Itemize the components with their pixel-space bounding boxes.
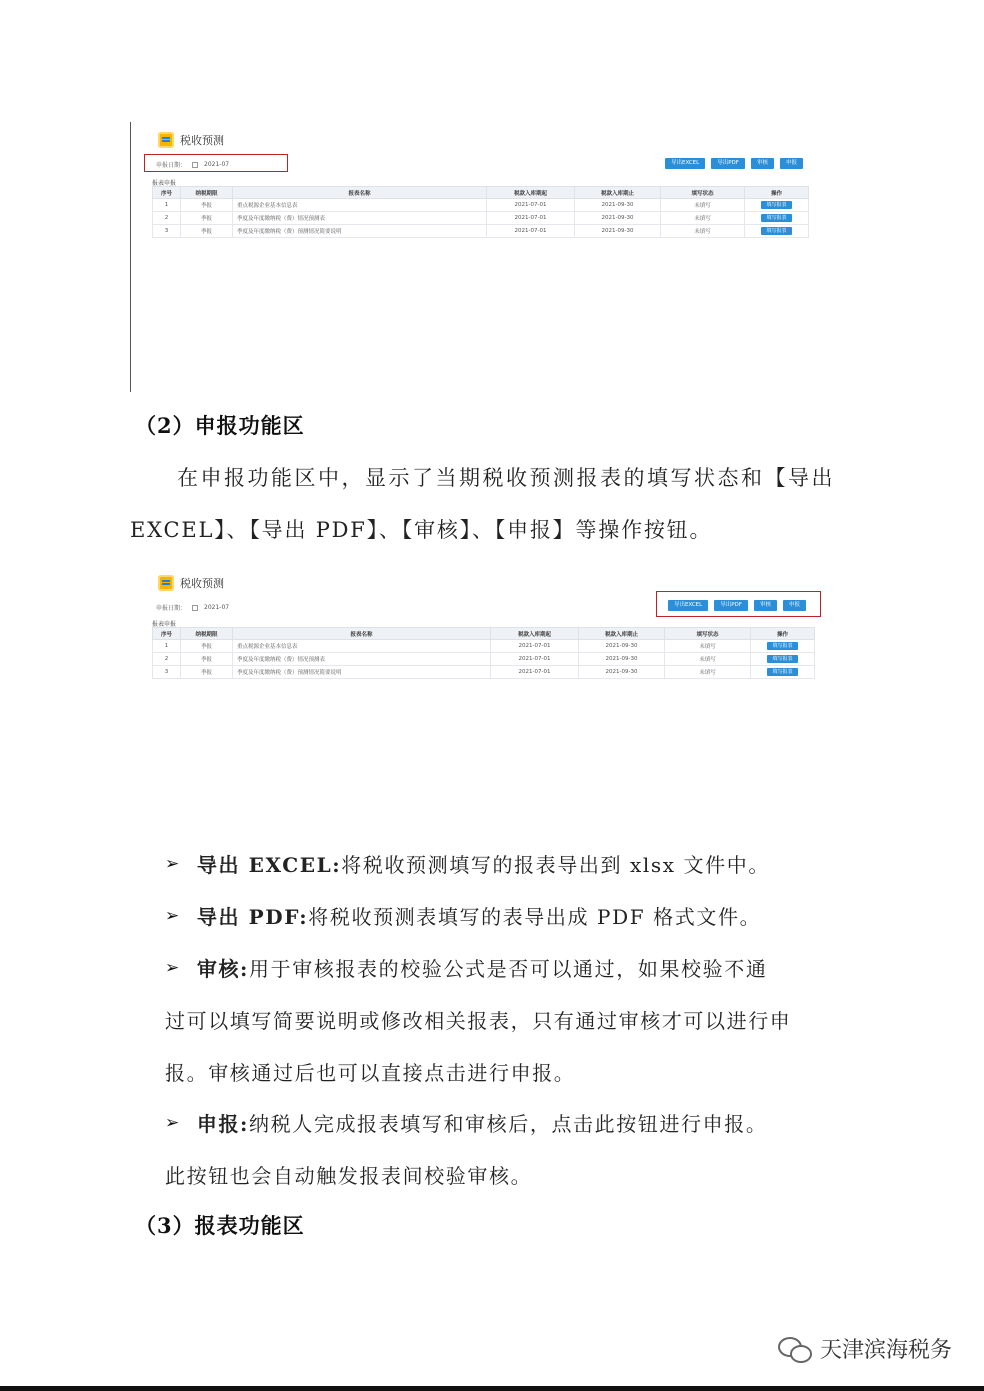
- row-end: 2021-09-30: [579, 653, 665, 666]
- report-table: [152, 627, 815, 679]
- period-filter: [156, 603, 229, 612]
- fill-report-button[interactable]: 填写报表: [761, 201, 791, 209]
- fill-report-button[interactable]: 填写报表: [767, 642, 797, 650]
- bullet-arrow-icon: ➢: [165, 905, 181, 926]
- calendar-icon[interactable]: [192, 162, 198, 168]
- row-no: 2: [153, 653, 181, 666]
- row-report-name: 季度及年度缴纳税（费）预测情况简要说明: [233, 225, 487, 238]
- col-header: 操作: [745, 187, 809, 199]
- bullet-term: 审核:: [196, 957, 250, 981]
- row-action-cell: [751, 666, 815, 679]
- row-no: 3: [153, 225, 181, 238]
- bullet-text: 纳税人完成报表填写和审核后，点击此按钮进行申报。: [249, 1112, 768, 1136]
- table-row: [153, 225, 809, 238]
- app-title: 税收预测: [180, 134, 224, 147]
- bullet-text: 用于审核报表的校验公式是否可以通过，如果校验不通: [249, 957, 768, 981]
- row-period: 季报: [181, 666, 233, 679]
- heading-declare-area: （2）申报功能区: [135, 413, 305, 438]
- row-report-name: 季度及年度缴纳税（费）预测情况简要说明: [233, 666, 491, 679]
- page-bottom-bar: [0, 1386, 984, 1391]
- export-excel-button[interactable]: 导出EXCEL: [668, 600, 708, 611]
- row-end: 2021-09-30: [575, 212, 661, 225]
- report-table: [152, 186, 809, 238]
- screenshot-2: [130, 565, 830, 827]
- row-end: 2021-09-30: [575, 199, 661, 212]
- period-value[interactable]: 2021-07: [204, 161, 230, 168]
- action-toolbar: [665, 158, 803, 169]
- table-row: [153, 653, 815, 666]
- period-label: 申报日期：: [156, 605, 187, 612]
- row-start: 2021-07-01: [491, 653, 579, 666]
- export-pdf-button[interactable]: 导出PDF: [714, 600, 748, 611]
- bullet-text: 将税收预测填写的报表导出到 xlsx 文件中。: [341, 853, 770, 877]
- row-no: 1: [153, 640, 181, 653]
- col-header: 操作: [751, 628, 815, 640]
- col-header: 税款入库期起: [487, 187, 575, 199]
- watermark-text: 天津滨海税务: [819, 1338, 952, 1363]
- row-action-cell: [751, 640, 815, 653]
- row-no: 2: [153, 212, 181, 225]
- row-status: 未填写: [665, 666, 751, 679]
- bullet-arrow-icon: ➢: [165, 957, 181, 978]
- period-label: 申报日期：: [156, 162, 187, 169]
- col-header: 序号: [153, 187, 181, 199]
- row-start: 2021-07-01: [491, 666, 579, 679]
- table-row: [153, 640, 815, 653]
- bullet-term: 申报:: [196, 1112, 250, 1136]
- bullet-audit-cont-2: 报。审核通过后也可以直接点击进行申报。: [165, 1061, 576, 1085]
- col-header: 报表名称: [233, 628, 491, 640]
- tax-forecast-logo-icon: [158, 132, 174, 148]
- col-header: 填写状态: [661, 187, 745, 199]
- fill-report-button[interactable]: 填写报表: [761, 214, 791, 222]
- export-excel-button[interactable]: 导出EXCEL: [665, 158, 705, 169]
- row-period: 季报: [181, 199, 233, 212]
- bullet-export-excel: [165, 849, 770, 878]
- wechat-icon: [778, 1335, 812, 1363]
- audit-button[interactable]: 审核: [751, 158, 774, 169]
- fill-report-button[interactable]: 填写报表: [761, 227, 791, 235]
- row-status: 未填写: [665, 653, 751, 666]
- declare-button[interactable]: 申报: [783, 600, 806, 611]
- export-pdf-button[interactable]: 导出PDF: [711, 158, 745, 169]
- row-start: 2021-07-01: [487, 199, 575, 212]
- row-period: 季报: [181, 225, 233, 238]
- paragraph-line-1: 在申报功能区中，显示了当期税收预测报表的填写状态和【导出: [177, 466, 835, 490]
- row-end: 2021-09-30: [579, 666, 665, 679]
- fill-report-button[interactable]: 填写报表: [767, 655, 797, 663]
- table-header: [153, 628, 815, 640]
- col-header: 报表名称: [233, 187, 487, 199]
- app-header: [158, 575, 224, 591]
- row-status: 未填写: [661, 212, 745, 225]
- row-report-name: 重点税源企业基本信息表: [233, 199, 487, 212]
- period-value[interactable]: 2021-07: [204, 604, 230, 611]
- heading-report-area: （3）报表功能区: [135, 1213, 305, 1238]
- row-end: 2021-09-30: [579, 640, 665, 653]
- row-status: 未填写: [661, 199, 745, 212]
- app-title: 税收预测: [180, 577, 224, 590]
- bullet-term: 导出 PDF:: [196, 905, 309, 929]
- bullet-export-pdf: [165, 901, 761, 930]
- col-header: 序号: [153, 628, 181, 640]
- col-header: 税款入库期起: [491, 628, 579, 640]
- table-row: [153, 666, 815, 679]
- app-header: [158, 132, 224, 148]
- col-header: 纳税期限: [181, 187, 233, 199]
- bullet-declare-cont-1: 此按钮也会自动触发报表间校验审核。: [165, 1164, 533, 1188]
- row-report-name: 季度及年度缴纳税（费）情况预测表: [233, 653, 491, 666]
- bullet-audit-cont-1: 过可以填写简要说明或修改相关报表，只有通过审核才可以进行申: [165, 1009, 792, 1033]
- row-status: 未填写: [661, 225, 745, 238]
- bullet-declare: [165, 1108, 767, 1137]
- row-action-cell: [745, 225, 809, 238]
- screenshot-1: [130, 122, 830, 392]
- col-header: 税款入库期止: [579, 628, 665, 640]
- watermark: [778, 1333, 952, 1364]
- audit-button[interactable]: 审核: [754, 600, 777, 611]
- fill-report-button[interactable]: 填写报表: [767, 668, 797, 676]
- bullet-audit: [165, 953, 767, 982]
- tax-forecast-logo-icon: [158, 575, 174, 591]
- row-period: 季报: [181, 640, 233, 653]
- col-header: 填写状态: [665, 628, 751, 640]
- table-row: [153, 199, 809, 212]
- bullet-term: 导出 EXCEL:: [196, 853, 342, 877]
- paragraph-line-2: EXCEL】、【导出 PDF】、【审核】、【申报】等操作按钮。: [130, 518, 713, 542]
- col-header: 纳税期限: [181, 628, 233, 640]
- row-no: 1: [153, 199, 181, 212]
- row-start: 2021-07-01: [491, 640, 579, 653]
- row-status: 未填写: [665, 640, 751, 653]
- table-header: [153, 187, 809, 199]
- bullet-text: 将税收预测表填写的表导出成 PDF 格式文件。: [308, 905, 762, 929]
- row-no: 3: [153, 666, 181, 679]
- bullet-arrow-icon: ➢: [165, 1112, 181, 1133]
- row-report-name: 重点税源企业基本信息表: [233, 640, 491, 653]
- frame-left-border: [130, 122, 131, 392]
- section-label: 报表申报: [152, 621, 177, 628]
- period-filter: [156, 160, 229, 169]
- row-start: 2021-07-01: [487, 212, 575, 225]
- action-toolbar: [668, 600, 806, 611]
- table-row: [153, 212, 809, 225]
- row-period: 季报: [181, 653, 233, 666]
- row-end: 2021-09-30: [575, 225, 661, 238]
- bullet-arrow-icon: ➢: [165, 853, 181, 874]
- row-action-cell: [745, 212, 809, 225]
- row-action-cell: [751, 653, 815, 666]
- row-action-cell: [745, 199, 809, 212]
- row-period: 季报: [181, 212, 233, 225]
- row-report-name: 季度及年度缴纳税（费）情况预测表: [233, 212, 487, 225]
- col-header: 税款入库期止: [575, 187, 661, 199]
- section-label: 报表申报: [152, 180, 177, 187]
- declare-button[interactable]: 申报: [780, 158, 803, 169]
- row-start: 2021-07-01: [487, 225, 575, 238]
- calendar-icon[interactable]: [192, 605, 198, 611]
